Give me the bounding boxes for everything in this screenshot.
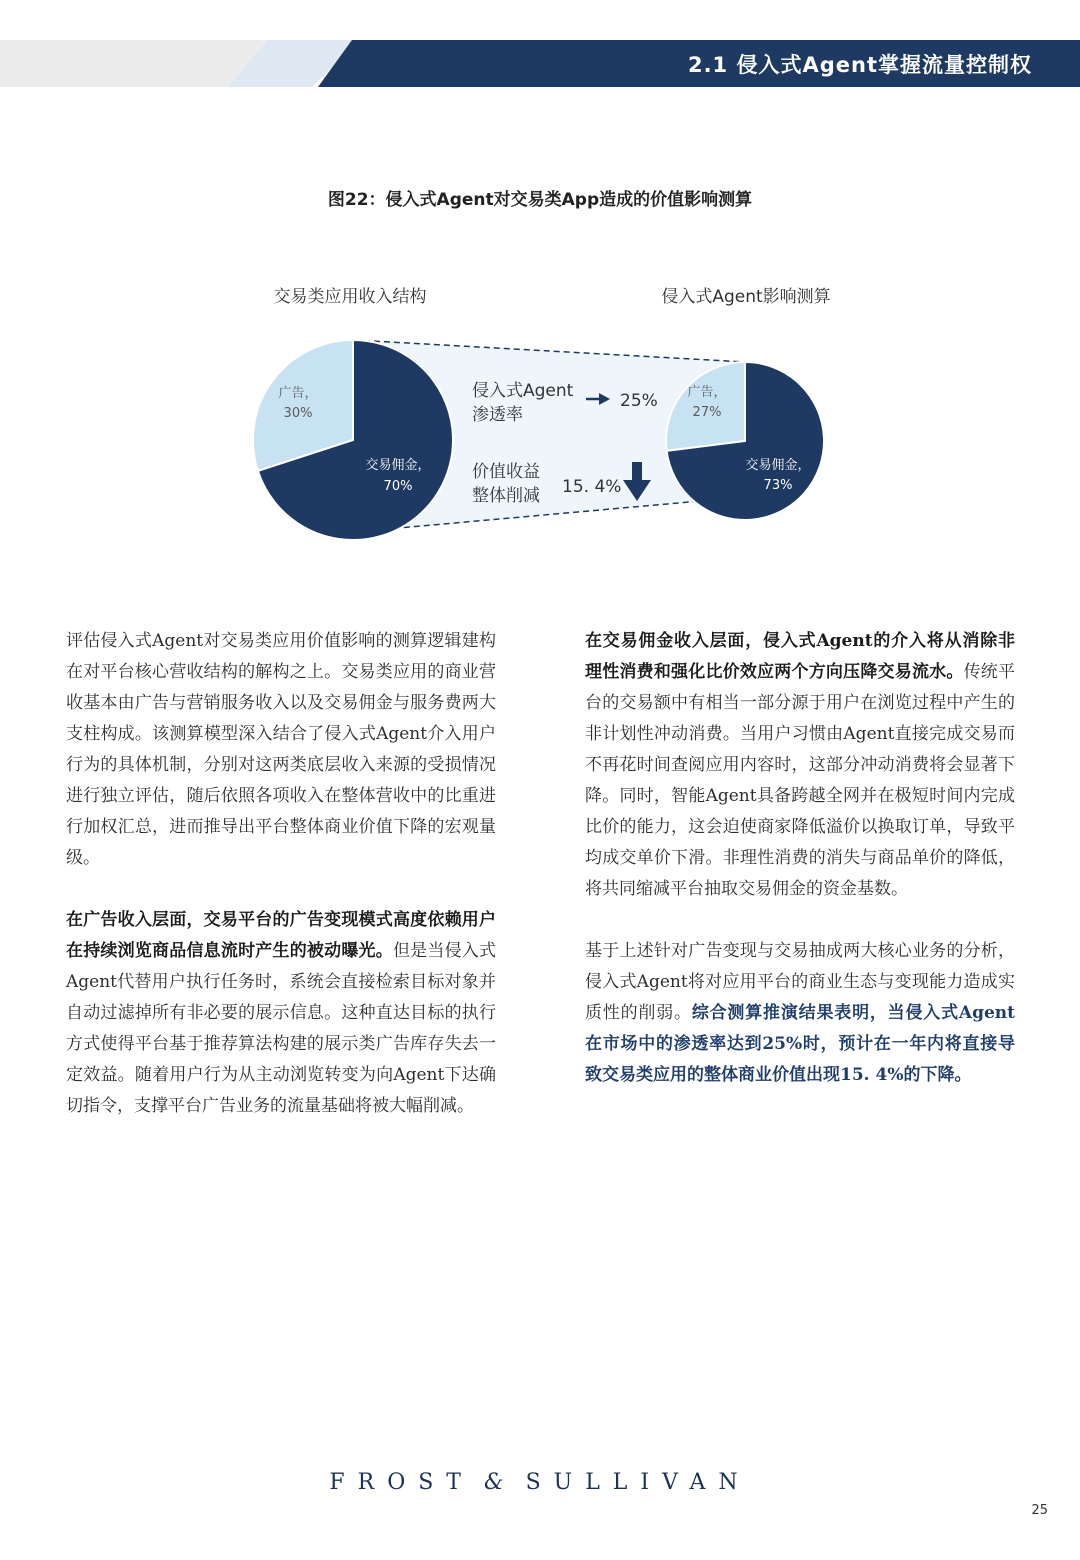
right-ad-label: 广告， (687, 385, 727, 400)
figure-title: 图22：侵入式Agent对交易类App造成的价值影响测算 (327, 190, 753, 210)
left-chart-title: 交易类应用收入结构 (273, 287, 427, 307)
left-paragraph-1: 评估侵入式Agent对交易类应用价值影响的测算逻辑建构在对平台核心营收结构的解构之上。交易类应用的商业营收基本由广告与营销服务收入以及交易佣金与服务费两大支柱构成。该测算模型深入结合了侵入式Agent介入用户行为的具体机制，分别对这两类底层收入来源的受损情况进行独立评估，随后依照各项收入在整体营收中的比重进行加权汇总，进而推导出平台整体商业价值下降的宏观量级。 (66, 631, 496, 868)
left-paragraph-2-bold: 在广告收入层面，交易平台的广告变现模式高度依赖用户在持续浏览商品信息流时产生的被动曝光。 (66, 910, 496, 961)
logo-ampersand: & (483, 1470, 504, 1495)
penetration-value: 25% (620, 391, 658, 411)
right-paragraph-1-bold: 在交易佣金收入层面，侵入式Agent的介入将从消除非理性消费和强化比价效应两个方向压降交易流水。 (585, 631, 1015, 682)
left-text-column (66, 626, 496, 1153)
right-commission-value: 73% (763, 478, 793, 493)
logo-sullivan: SULLIVAN (525, 1470, 751, 1495)
logo-frost: FROST (329, 1470, 474, 1495)
section-title: 2.1 侵入式Agent掌握流量控制权 (687, 53, 1032, 77)
value-reduction-value: 15. 4% (562, 477, 622, 497)
left-paragraph-2-text: 但是当侵入式Agent代替用户执行任务时，系统会直接检索目标对象并自动过滤掉所有非必要的展示信息。这种直达目标的执行方式使得平台基于推荐算法构建的展示类广告库存失去一定效益。随着用户行为从主动浏览转变为向Agent下达确切指令，支撑平台广告业务的流量基础将被大幅削减。 (66, 941, 497, 1116)
right-paragraph-2-text: 基于上述针对广告变现与交易抽成两大核心业务的分析，侵入式Agent将对应用平台的商业生态与变现能力造成实质性的削弱。 (585, 941, 1015, 1023)
frost-sullivan-logo (0, 1470, 1080, 1495)
right-paragraph-1 (585, 626, 1015, 905)
penetration-label-line1: 侵入式Agent (472, 381, 574, 401)
right-paragraph-1-text: 传统平台的交易额中有相当一部分源于用户在浏览过程中产生的非计划性冲动消费。当用户习惯由Agent直接完成交易而不再花时间查阅应用内容时，这部分冲动消费将会显著下降。同时，智能Agent具备跨越全网并在极短时间内完成比价的能力，这会迫使商家降低溢价以换取订单，导致平均成交单价下滑。非理性消费的消失与商品单价的降低，将共同缩减平台抽取交易佣金的资金基数。 (585, 662, 1016, 899)
right-ad-value: 27% (692, 405, 722, 420)
right-text-column (585, 626, 1015, 1122)
left-ad-label: 广告， (278, 386, 318, 401)
penetration-label-line2: 渗透率 (472, 405, 523, 425)
pie-left (253, 340, 453, 540)
left-commission-label: 交易佣金， (365, 458, 431, 473)
left-paragraph-2 (66, 905, 496, 1122)
right-commission-label: 交易佣金， (745, 458, 811, 473)
pie-comparison-chart (0, 270, 1080, 560)
value-reduction-label-line1: 价值收益 (472, 462, 540, 482)
right-paragraph-2-highlight: 综合测算推演结果表明，当侵入式Agent在市场中的渗透率达到25%时，预计在一年内将直接导致交易类应用的整体商业价值出现15. 4%的下降。 (585, 1003, 1015, 1085)
left-commission-value: 70% (383, 479, 413, 494)
page-number: 25 (1031, 1503, 1048, 1518)
right-paragraph-2 (585, 936, 1015, 1091)
left-ad-value: 30% (283, 406, 313, 421)
value-reduction-label-line2: 整体削减 (472, 486, 540, 506)
right-chart-title: 侵入式Agent影响测算 (661, 287, 831, 307)
